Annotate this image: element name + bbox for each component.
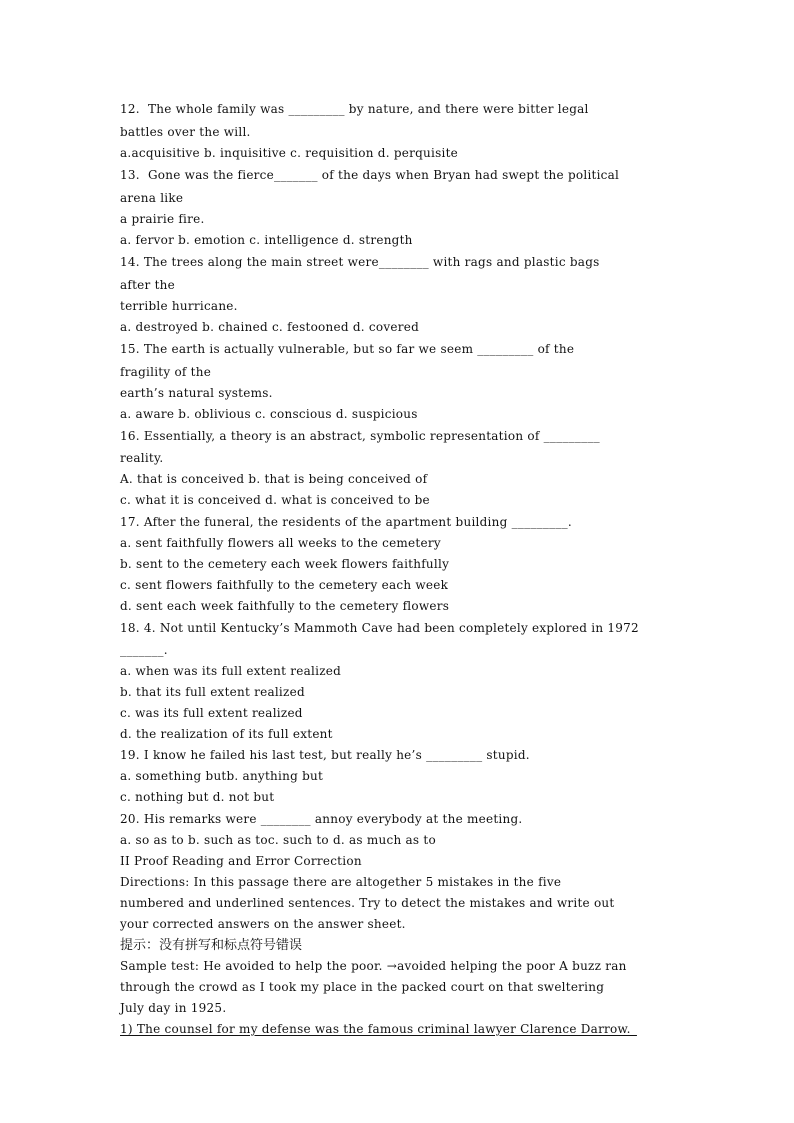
text-line: _______. xyxy=(120,642,168,657)
text-line: after the xyxy=(120,277,175,292)
text-line: a prairie fire. xyxy=(120,212,205,226)
text-line: 提示：没有拼写和标点符号错误 xyxy=(120,938,303,953)
text-line: 12. The whole family was _________ by nature, and there were bitter legal xyxy=(120,102,589,116)
text-line: 13. Gone was the fierce_______ of the days when Bryan had swept the political xyxy=(120,168,620,182)
text-line: c. nothing but d. not but xyxy=(120,789,275,804)
text-line: a. so as to b. such as toc. such to d. as much as to xyxy=(120,833,436,847)
text-line: July day in 1925. xyxy=(120,1001,227,1015)
text-line: c. sent flowers faithfully to the cemetery each week xyxy=(120,578,449,592)
text-line: 17. After the funeral, the residents of the apartment building _________. xyxy=(120,514,572,529)
text-line: 20. His remarks were ________ annoy everybody at the meeting. xyxy=(120,811,523,826)
text-line: numbered and underlined sentences. Try to detect the mistakes and write out xyxy=(120,896,615,910)
text-line: 14. The trees along the main street were________ with rags and plastic bags xyxy=(120,255,600,269)
text-line: d. the realization of its full extent xyxy=(120,726,333,741)
text-line: a. when was its full extent realized xyxy=(120,663,342,678)
text-line: battles over the will. xyxy=(120,124,251,139)
text-line: a. fervor b. emotion c. intelligence d. strength xyxy=(120,233,413,247)
text-line: reality. xyxy=(120,450,164,465)
text-line: 16. Essentially, a theory is an abstract, symbolic representation of _________ xyxy=(120,429,600,443)
text-line: 19. I know he failed his last test, but really he’s _________ stupid. xyxy=(120,747,530,762)
document-page xyxy=(120,98,690,1040)
text-line: earth’s natural systems. xyxy=(120,386,273,400)
text-line: 15. The earth is actually vulnerable, but so far we seem _________ of the xyxy=(120,342,575,356)
text-line: Directions: In this passage there are altogether 5 mistakes in the five xyxy=(120,875,562,889)
text-line: a. something butb. anything but xyxy=(120,768,324,783)
text-line: a. aware b. oblivious c. conscious d. suspicious xyxy=(120,407,418,421)
text-line: your corrected answers on the answer sheet. xyxy=(120,917,406,931)
text-line: c. was its full extent realized xyxy=(120,705,303,720)
text-line: 1) The counsel for my defense was the famous criminal lawyer Clarence Darrow._ xyxy=(120,1022,637,1036)
text-line: a. destroyed b. chained c. festooned d. covered xyxy=(120,320,420,334)
text-line: a. sent faithfully flowers all weeks to the cemetery xyxy=(120,536,441,550)
text-line: fragility of the xyxy=(120,364,212,379)
text-line: a.acquisitive b. inquisitive c. requisition d. perquisite xyxy=(120,146,459,160)
text-line: through the crowd as I took my place in the packed court on that sweltering xyxy=(120,980,605,994)
text-line: terrible hurricane. xyxy=(120,299,238,313)
text-line: b. that its full extent realized xyxy=(120,684,305,699)
text-line: A. that is conceived b. that is being conceived of xyxy=(120,471,428,486)
text-line: d. sent each week faithfully to the cemetery flowers xyxy=(120,599,450,613)
text-line: arena like xyxy=(120,190,184,205)
text-line: Sample test: He avoided to help the poor. →avoided helping the poor A buzz ran xyxy=(120,959,627,973)
text-line: 18. 4. Not until Kentucky’s Mammoth Cave had been completely explored in 1972 xyxy=(120,621,639,635)
text-line: II Proof Reading and Error Correction xyxy=(120,854,362,868)
text-line: b. sent to the cemetery each week flowers faithfully xyxy=(120,557,450,571)
text-line: c. what it is conceived d. what is conceived to be xyxy=(120,492,430,507)
